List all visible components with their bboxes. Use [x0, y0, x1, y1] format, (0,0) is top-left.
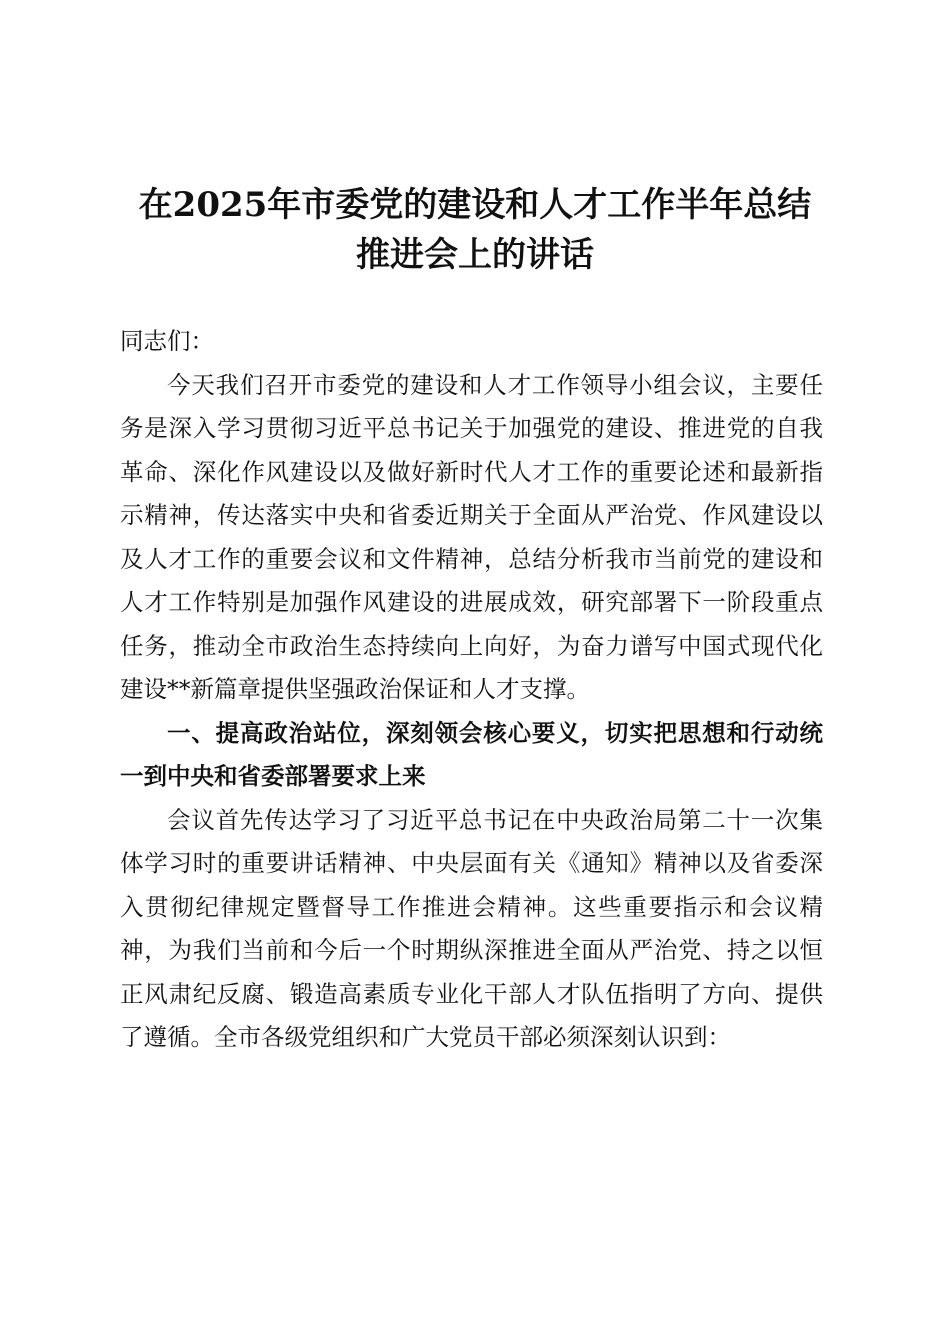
section-heading-1: 一、提高政治站位，深刻领会核心要义，切实把思想和行动统一到中央和省委部署要求上来	[120, 718, 823, 790]
document-title	[120, 180, 830, 280]
salutation: 同志们：	[120, 327, 214, 355]
title-line-2: 推进会上的讲话	[356, 235, 594, 275]
title-line-1: 在2025年市委党的建设和人才工作半年总结	[138, 185, 812, 225]
document-body	[120, 320, 823, 1060]
paragraph-section-1: 会议首先传达学习了习近平总书记在中央政治局第二十一次集体学习时的重要讲话精神、中央层面有关《通知》精神以及省委深入贯彻纪律规定暨督导工作推进会精神。这些重要指示和会议精神，为我们当前和今后一个时期纵深推进全面从严治党、持之以恒正风肃纪反腐、锻造高素质专业化干部人才队伍指明了方向、提供了遵循。全市各级党组织和广大党员干部必须深刻认识到：	[120, 805, 823, 1051]
paragraph-intro: 今天我们召开市委党的建设和人才工作领导小组会议，主要任务是深入学习贯彻习近平总书记关于加强党的建设、推进党的自我革命、深化作风建设以及做好新时代人才工作的重要论述和最新指示精神，传达落实中央和省委近期关于全面从严治党、作风建设以及人才工作的重要会议和文件精神，总结分析我市当前党的建设和人才工作特别是加强作风建设的进展成效，研究部署下一阶段重点任务，推动全市政治生态持续向上向好，为奋力谱写中国式现代化建设**新篇章提供坚强政治保证和人才支撑。	[120, 370, 823, 703]
